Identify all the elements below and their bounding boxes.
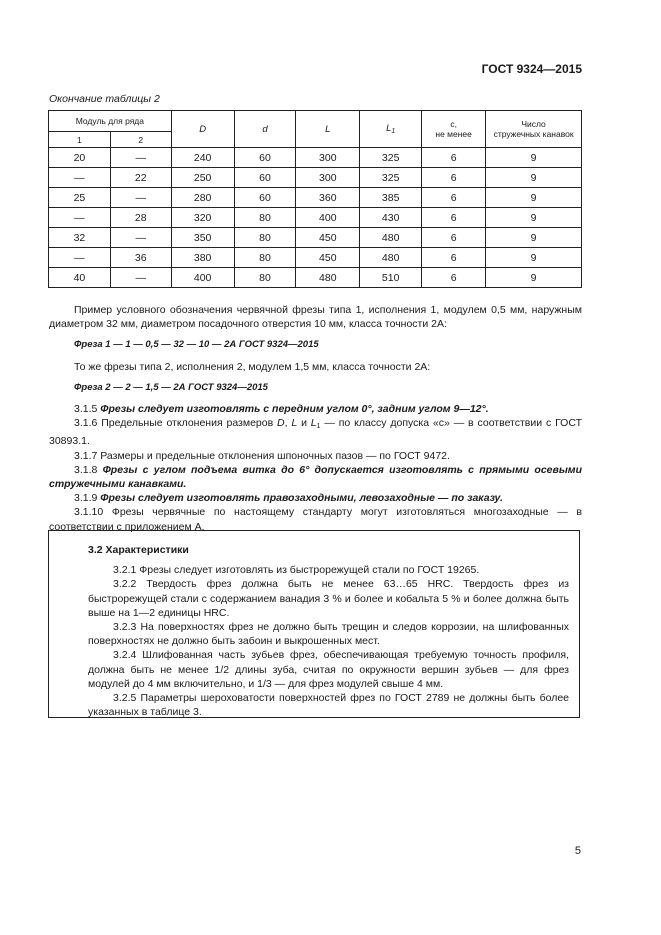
table-row (49, 268, 582, 288)
table-cell: 400 (296, 208, 360, 228)
table-cell: — (110, 148, 171, 168)
table-cell: 385 (360, 188, 422, 208)
table-cell: 325 (360, 168, 422, 188)
table-row (49, 228, 582, 248)
table-caption: Окончание таблицы 2 (49, 93, 160, 105)
table-cell: 280 (171, 188, 234, 208)
clause-3-1-10: 3.1.10 Фрезы червячные по настоящему стандарту могут изготовляться многозаходные — в соответствии с приложением А. (49, 506, 582, 533)
col-header-grooves: Число стружечных канавок (486, 111, 582, 148)
table-cell: 80 (234, 248, 296, 268)
table-cell: 20 (49, 148, 111, 168)
table-cell: 480 (360, 228, 422, 248)
col-header-l1: $L_1$ (360, 111, 422, 148)
table-cell: 9 (486, 168, 582, 188)
module-group-header: Модуль для ряда (49, 111, 172, 132)
table-cell: 300 (296, 148, 360, 168)
table-cell: 480 (360, 248, 422, 268)
example1-text: Пример условного обозначения червячной фрезы типа 1, исполнения 1, модулем 0,5 мм, наружным диаметром 32 мм, диаметром посадочного отверстия 10 мм, класса точности 2А: (49, 304, 582, 331)
table-cell: — (49, 168, 111, 188)
table-cell: 300 (296, 168, 360, 188)
table-cell: 250 (171, 168, 234, 188)
sub-header-row1: 1 (49, 132, 111, 148)
table-cell: 6 (422, 148, 486, 168)
example1-designation: Фреза 1 — 1 — 0,5 — 32 — 10 — 2А ГОСТ 9324—2015 (74, 339, 319, 351)
table-cell: 240 (171, 148, 234, 168)
table-cell: 450 (296, 228, 360, 248)
clause-3-2-2: 3.2.2 Твердость фрез должна быть не менее 63…65 HRC. Твердость фрез из быстрорежущей стали с содержанием ванадия 3 % и более и кобальта 5 % и более должна быть выше на 1—2 единицы HRC. (88, 578, 569, 619)
table-row (49, 148, 582, 168)
col-header-d-bore: d (234, 111, 296, 148)
table-row (49, 188, 582, 208)
page-number: 5 (574, 845, 581, 857)
clause-3-2-3: 3.2.3 На поверхностях фрез не должно быть трещин и следов коррозии, на шлифованных поверхностях не должно быть забоин и выкрошенных мест. (88, 621, 569, 648)
table-cell: 9 (486, 248, 582, 268)
col-header-length: L (296, 111, 360, 148)
table-row (49, 248, 582, 268)
clause-3-1-8: 3.1.8 Фрезы с углом подъема витка до 6° допускается изготовлять с прямыми осевыми стружечными канавками. (49, 463, 582, 491)
table-cell: 36 (110, 248, 171, 268)
col-header-c: c, не менее (422, 111, 486, 148)
table-cell: 400 (171, 268, 234, 288)
table-cell: 6 (422, 188, 486, 208)
table-cell: 320 (171, 208, 234, 228)
table-cell: 6 (422, 228, 486, 248)
characteristics-content (88, 543, 569, 719)
example2-text: То же фрезы типа 2, исполнения 2, модулем 1,5 мм, класса точности 2А: (74, 360, 431, 373)
table-cell: — (110, 188, 171, 208)
sub-header-row2: 2 (110, 132, 171, 148)
table-cell: 6 (422, 168, 486, 188)
table-cell: — (110, 228, 171, 248)
table-cell: 510 (360, 268, 422, 288)
clause-3-1-6: 3.1.6 Предельные отклонения размеров D, L и $L_1$ — по классу допуска «c» — в соответствии с ГОСТ 30893.1. (49, 417, 582, 448)
table-cell: 9 (486, 268, 582, 288)
table-cell: 430 (360, 208, 422, 228)
table-cell: 360 (296, 188, 360, 208)
table-cell: 32 (49, 228, 111, 248)
section-title: 3.2 Характеристики (88, 544, 189, 556)
table-cell: 6 (422, 248, 486, 268)
clause-3-1-5: 3.1.5 Фрезы следует изготовлять с передним углом 0°, задним углом 9—12°. (74, 403, 489, 416)
table-cell: 60 (234, 188, 296, 208)
dimensions-table (48, 110, 582, 288)
table-cell: 450 (296, 248, 360, 268)
table-cell: 6 (422, 208, 486, 228)
clause-3-1-9: 3.1.9 Фрезы следует изготовлять правозаходными, левозаходные — по заказу. (74, 492, 503, 505)
table-cell: 25 (49, 188, 111, 208)
table-cell: 60 (234, 168, 296, 188)
clause-3-2-4: 3.2.4 Шлифованная часть зубьев фрез, обеспечивающая требуемую точность профиля, должна быть не менее 1/2 длины зуба, считая по окружности вершин зубьев — для фрез модулей до 4 мм включительно, и 1/3 — для фрез модулей свыше 4 мм. (88, 649, 569, 690)
table-cell: 60 (234, 148, 296, 168)
table-cell: 6 (422, 268, 486, 288)
table-cell: 350 (171, 228, 234, 248)
table-cell: 80 (234, 268, 296, 288)
table-row (49, 208, 582, 228)
table-cell: 9 (486, 228, 582, 248)
table-cell: 325 (360, 148, 422, 168)
table-cell: 80 (234, 228, 296, 248)
clause-3-1-7: 3.1.7 Размеры и предельные отклонения шпоночных пазов — по ГОСТ 9472. (74, 449, 450, 462)
table-row (49, 168, 582, 188)
example2-designation: Фреза 2 — 2 — 1,5 — 2А ГОСТ 9324—2015 (74, 381, 268, 393)
table-cell: 22 (110, 168, 171, 188)
table-cell: — (49, 248, 111, 268)
table-cell: 80 (234, 208, 296, 228)
table-cell: 40 (49, 268, 111, 288)
table-cell: 9 (486, 208, 582, 228)
table-cell: — (49, 208, 111, 228)
characteristics-box (48, 530, 580, 718)
table-cell: 9 (486, 188, 582, 208)
table-cell: 28 (110, 208, 171, 228)
col-header-d-outer: D (171, 111, 234, 148)
clause-3-2-1: 3.2.1 Фрезы следует изготовлять из быстрорежущей стали по ГОСТ 19265. (113, 564, 480, 577)
table-cell: — (110, 268, 171, 288)
clause-3-2-5: 3.2.5 Параметры шероховатости поверхностей фрез по ГОСТ 2789 не должны быть более указанных в таблице 3. (88, 692, 569, 719)
body-text (49, 303, 582, 534)
document-code: ГОСТ 9324—2015 (481, 62, 582, 76)
table-cell: 9 (486, 148, 582, 168)
table-cell: 480 (296, 268, 360, 288)
table-cell: 380 (171, 248, 234, 268)
